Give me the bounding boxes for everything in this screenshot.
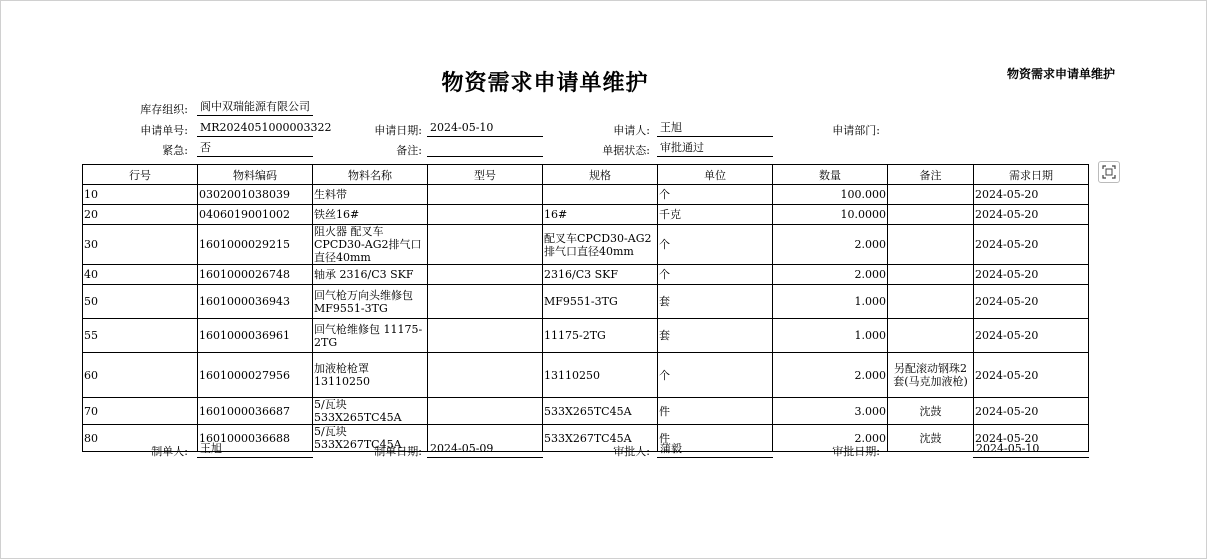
header-model: 型号 <box>428 165 543 185</box>
cell-unit: 件 <box>658 398 773 425</box>
cell-qty: 2.000 <box>773 353 888 398</box>
cell-unit: 件 <box>658 425 773 452</box>
remark-label: 备注: <box>396 144 422 157</box>
remark-value <box>427 141 543 157</box>
header-remark: 备注 <box>888 165 974 185</box>
table-header-row <box>83 165 1089 185</box>
header-unit: 单位 <box>658 165 773 185</box>
req-no-value: MR2024051000003322 <box>197 121 313 137</box>
cell-date: 2024-05-20 <box>974 265 1089 285</box>
cell-spec: 2316/C3 SKF <box>543 265 658 285</box>
cell-name: 回气枪维修包 11175-2TG <box>313 319 428 353</box>
cell-date: 2024-05-20 <box>974 353 1089 398</box>
cell-spec: 11175-2TG <box>543 319 658 353</box>
maker-value: 王旭 <box>197 442 313 458</box>
cell-name: 生料带 <box>313 185 428 205</box>
cell-qty: 2.000 <box>773 225 888 265</box>
cell-spec: 配叉车CPCD30-AG2排气口直径40mm <box>543 225 658 265</box>
header-qty: 数量 <box>773 165 888 185</box>
cell-date: 2024-05-20 <box>974 205 1089 225</box>
req-date-value: 2024-05-10 <box>427 121 543 137</box>
cell-model <box>428 319 543 353</box>
cell-line: 80 <box>83 425 198 452</box>
org-value: 阆中双瑞能源有限公司 <box>197 100 313 116</box>
status-value: 审批通过 <box>657 141 773 157</box>
cell-spec: 533X265TC45A <box>543 398 658 425</box>
cell-remark <box>888 225 974 265</box>
cell-unit: 个 <box>658 265 773 285</box>
cell-code: 1601000027956 <box>198 353 313 398</box>
cell-date: 2024-05-20 <box>974 398 1089 425</box>
cell-date: 2024-05-20 <box>974 225 1089 265</box>
cell-date: 2024-05-20 <box>974 319 1089 353</box>
header-name: 物料名称 <box>313 165 428 185</box>
cell-remark <box>888 285 974 319</box>
header-code: 物料编码 <box>198 165 313 185</box>
header-date: 需求日期 <box>974 165 1089 185</box>
table-row <box>83 265 1089 285</box>
cell-line: 60 <box>83 353 198 398</box>
cell-model <box>428 285 543 319</box>
req-date-label: 申请日期: <box>374 124 422 137</box>
applicant-value: 王旭 <box>657 121 773 137</box>
status-label: 单据状态: <box>602 144 650 157</box>
cell-code: 0302001038039 <box>198 185 313 205</box>
cell-code: 1601000036687 <box>198 398 313 425</box>
cell-name: 5/瓦块 533X267TC45A <box>313 425 428 452</box>
cell-name: 阻火器 配叉车CPCD30-AG2排气口直径40mm <box>313 225 428 265</box>
cell-name: 加液枪枪罩 13110250 <box>313 353 428 398</box>
cell-line: 55 <box>83 319 198 353</box>
table-row <box>83 353 1089 398</box>
table-row <box>83 398 1089 425</box>
cell-unit: 套 <box>658 319 773 353</box>
table-row <box>83 225 1089 265</box>
cell-line: 50 <box>83 285 198 319</box>
cell-qty: 2.000 <box>773 265 888 285</box>
cell-unit: 个 <box>658 225 773 265</box>
cell-name: 铁丝16# <box>313 205 428 225</box>
cell-remark <box>888 205 974 225</box>
cell-name: 轴承 2316/C3 SKF <box>313 265 428 285</box>
page-title: 物资需求申请单维护 <box>441 70 649 96</box>
fullscreen-icon <box>1102 165 1116 179</box>
table-row <box>83 285 1089 319</box>
cell-line: 40 <box>83 265 198 285</box>
maker-label: 制单人: <box>151 445 188 458</box>
cell-unit: 千克 <box>658 205 773 225</box>
cell-qty: 100.000 <box>773 185 888 205</box>
approve-date-value: 2024-05-10 <box>973 442 1089 458</box>
org-label: 库存组织: <box>140 103 188 116</box>
cell-qty: 10.0000 <box>773 205 888 225</box>
approver-label: 审批人: <box>613 445 650 458</box>
cell-line: 30 <box>83 225 198 265</box>
cell-code: 0406019001002 <box>198 205 313 225</box>
table-row <box>83 319 1089 353</box>
cell-spec: 16# <box>543 205 658 225</box>
cell-date: 2024-05-20 <box>974 425 1089 452</box>
cell-line: 70 <box>83 398 198 425</box>
cell-qty: 1.000 <box>773 319 888 353</box>
urgent-value: 否 <box>197 141 313 157</box>
cell-spec <box>543 185 658 205</box>
cell-model <box>428 353 543 398</box>
header-spec: 规格 <box>543 165 658 185</box>
table-row <box>83 205 1089 225</box>
corner-title: 物资需求申请单维护 <box>1006 67 1115 81</box>
cell-model <box>428 265 543 285</box>
cell-code: 1601000036961 <box>198 319 313 353</box>
cell-remark: 沈鼓 <box>888 398 974 425</box>
make-date-value: 2024-05-09 <box>427 442 543 458</box>
cell-qty: 3.000 <box>773 398 888 425</box>
cell-qty: 2.000 <box>773 425 888 452</box>
cell-line: 10 <box>83 185 198 205</box>
cell-code: 1601000036943 <box>198 285 313 319</box>
cell-remark <box>888 185 974 205</box>
cell-date: 2024-05-20 <box>974 285 1089 319</box>
cell-remark <box>888 319 974 353</box>
cell-unit: 个 <box>658 185 773 205</box>
cell-remark: 沈鼓 <box>888 425 974 452</box>
cell-unit: 套 <box>658 285 773 319</box>
approver-value: 蒲毅 <box>657 442 773 458</box>
header-line: 行号 <box>83 165 198 185</box>
items-table <box>82 164 1089 452</box>
cell-spec: MF9551-3TG <box>543 285 658 319</box>
urgent-label: 紧急: <box>162 144 188 157</box>
cell-code: 1601000026748 <box>198 265 313 285</box>
cell-qty: 1.000 <box>773 285 888 319</box>
table-row <box>83 185 1089 205</box>
dept-label: 申请部门: <box>832 124 880 137</box>
cell-model <box>428 185 543 205</box>
cell-remark: 另配滚动钢珠2套(马克加液枪) <box>888 353 974 398</box>
cell-name: 回气枪万向头维修包MF9551-3TG <box>313 285 428 319</box>
cell-code: 1601000036688 <box>198 425 313 452</box>
cell-spec: 533X267TC45A <box>543 425 658 452</box>
cell-remark <box>888 265 974 285</box>
cell-model <box>428 225 543 265</box>
approve-date-label: 审批日期: <box>832 445 880 458</box>
fullscreen-button[interactable] <box>1098 161 1120 183</box>
cell-model <box>428 398 543 425</box>
cell-line: 20 <box>83 205 198 225</box>
cell-model <box>428 205 543 225</box>
cell-spec: 13110250 <box>543 353 658 398</box>
make-date-label: 制单日期: <box>374 445 422 458</box>
cell-name: 5/瓦块 533X265TC45A <box>313 398 428 425</box>
cell-code: 1601000029215 <box>198 225 313 265</box>
req-no-label: 申请单号: <box>140 124 188 137</box>
applicant-label: 申请人: <box>613 124 650 137</box>
cell-date: 2024-05-20 <box>974 185 1089 205</box>
cell-unit: 个 <box>658 353 773 398</box>
